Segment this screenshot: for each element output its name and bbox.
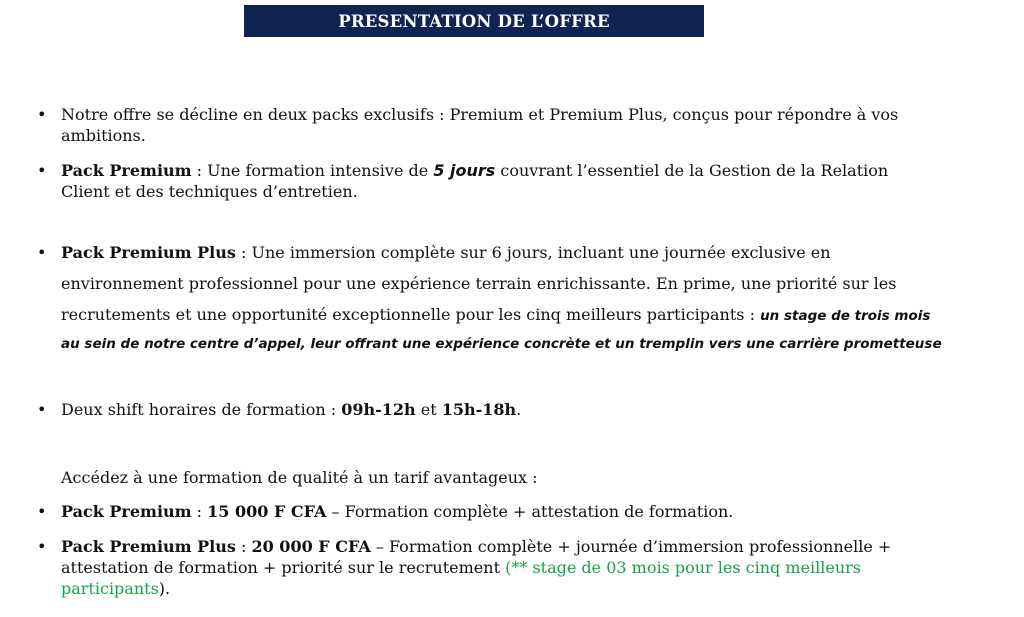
- price-premium-plus-green-3: participants: [61, 579, 159, 598]
- price-premium-sep: :: [191, 502, 208, 521]
- premium-plus-emph-2: au sein de notre centre d’appel, leur offrant une expérience concrète et un tremplin vers une carrière prometteuse: [61, 336, 942, 352]
- bullet-icon: •: [37, 400, 47, 419]
- shifts-prefix: Deux shift horaires de formation :: [61, 400, 342, 419]
- shifts-text: [61, 399, 991, 420]
- bullet-icon: •: [37, 502, 47, 521]
- bullet-icon: •: [37, 105, 47, 124]
- price-premium-name: Pack Premium: [61, 502, 192, 521]
- premium-sep: : Une formation intensive de: [191, 161, 434, 180]
- shifts-and: et: [415, 400, 442, 419]
- price-premium-plus-text: [61, 536, 991, 599]
- intro-text: [61, 104, 991, 146]
- premium-plus-line-2: environnement professionnel pour une expérience terrain enrichissante. En prime, une priorité sur les: [61, 274, 897, 293]
- premium-plus-rest: : Une immersion complète sur 6 jours, incluant une journée exclusive en: [235, 243, 831, 262]
- price-premium-plus-close: ).: [158, 579, 171, 598]
- premium-days: 5 jours: [433, 161, 496, 180]
- price-premium-plus-amount: 20 000 F CFA: [251, 537, 371, 556]
- shift-2: 15h-18h: [441, 400, 517, 419]
- bullet-icon: •: [37, 243, 47, 262]
- price-premium-plus-line-2: attestation de formation + priorité sur le recrutement: [61, 558, 506, 577]
- premium-name: Pack Premium: [61, 161, 192, 180]
- price-premium-plus-name: Pack Premium Plus: [61, 537, 236, 556]
- premium-plus-emph-1: un stage de trois mois: [760, 308, 931, 324]
- shift-1: 09h-12h: [341, 400, 416, 419]
- premium-plus-text: [61, 237, 991, 357]
- intro-line-2: ambitions.: [61, 126, 146, 145]
- premium-line-2: Client et des techniques d’entretien.: [61, 182, 358, 201]
- page-title: PRESENTATION DE L’OFFRE: [244, 5, 704, 37]
- price-premium-text: [61, 501, 991, 522]
- pricing-intro-text: Accédez à une formation de qualité à un tarif avantageux :: [61, 468, 538, 487]
- premium-plus-name: Pack Premium Plus: [61, 243, 236, 262]
- premium-text: [61, 160, 991, 202]
- price-premium-plus-rest: – Formation complète + journée d’immersion professionnelle +: [370, 537, 892, 556]
- shifts-suffix: .: [516, 400, 522, 419]
- intro-line-1: Notre offre se décline en deux packs exclusifs : Premium et Premium Plus, conçus pour répondre à vos: [61, 105, 899, 124]
- price-premium-plus-sep: :: [235, 537, 252, 556]
- price-premium-rest: – Formation complète + attestation de formation.: [326, 502, 734, 521]
- premium-plus-line-3: recrutements et une opportunité exceptionnelle pour les cinq meilleurs participants :: [61, 305, 761, 324]
- price-premium-amount: 15 000 F CFA: [207, 502, 327, 521]
- bullet-icon: •: [37, 537, 47, 556]
- premium-rest: couvrant l’essentiel de la Gestion de la Relation: [495, 161, 889, 180]
- bullet-icon: •: [37, 161, 47, 180]
- price-premium-plus-green-2: (** stage de 03 mois pour les cinq meilleurs: [505, 558, 861, 577]
